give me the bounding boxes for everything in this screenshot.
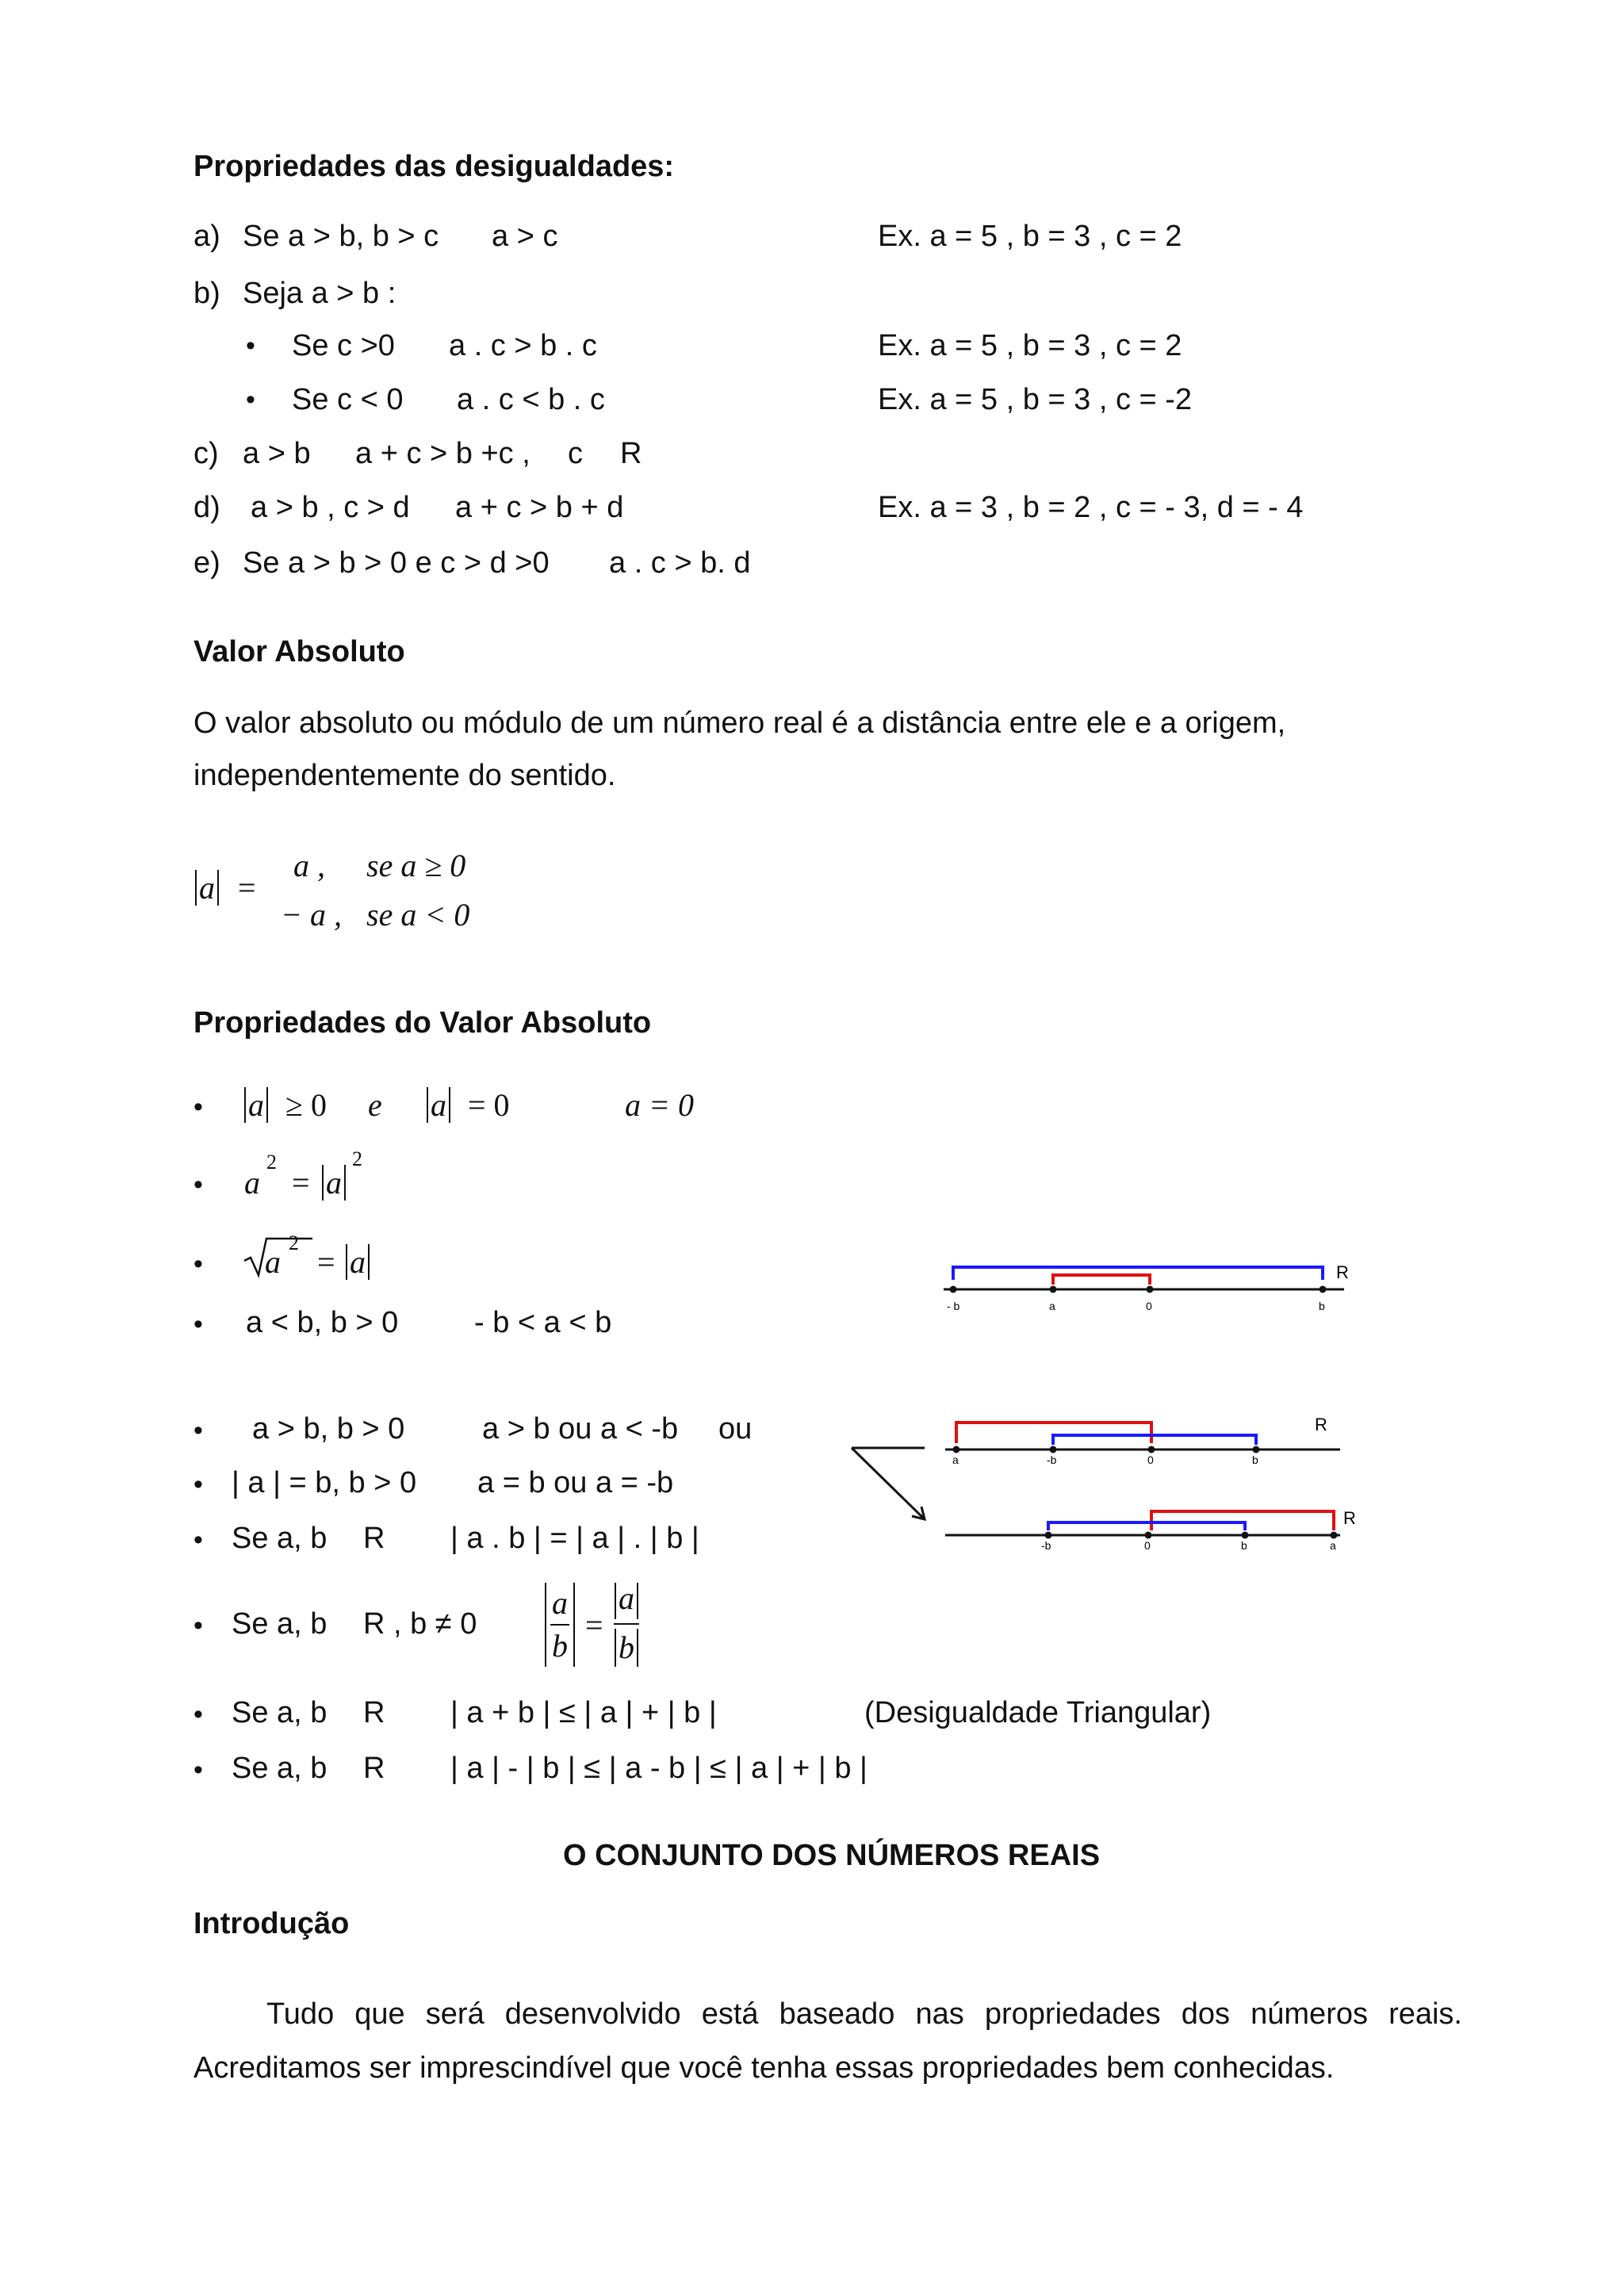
point: [1147, 1286, 1154, 1293]
bullet-dot: •: [193, 1469, 203, 1499]
tick-label: b: [1319, 1300, 1325, 1312]
section-heading-introduction: Introdução: [193, 1907, 350, 1940]
prop3-exp: 2: [289, 1231, 299, 1254]
point: [1242, 1532, 1249, 1539]
prop7-set: R: [363, 1522, 385, 1555]
tick-label: - b: [947, 1300, 960, 1312]
item-a-text: Se a > b, b > c: [243, 220, 439, 253]
prop5-tail: ou: [718, 1412, 753, 1446]
item-b1-example: Ex. a = 5 , b = 3 , c = 2: [878, 329, 1182, 362]
abs-def-lhs-var: a: [195, 870, 219, 906]
item-c-set: R: [620, 437, 642, 470]
bullet-dot: •: [193, 1309, 203, 1339]
item-b-text: Seja a > b :: [243, 277, 396, 310]
prop10-result: | a | - | b | ≤ | a - b | ≤ | a | + | b |: [450, 1752, 868, 1785]
abs-def-lhs: [195, 869, 219, 907]
prop3-abs: a: [346, 1243, 370, 1281]
point: [1253, 1446, 1260, 1453]
item-b2-example: Ex. a = 5 , b = 3 , c = -2: [878, 383, 1193, 416]
tick-label: a: [952, 1453, 959, 1466]
prop2-exp: 2: [266, 1151, 277, 1174]
prop1-result: a = 0: [625, 1087, 694, 1123]
item-b-label: b): [193, 277, 220, 310]
point: [1050, 1286, 1057, 1293]
intro-paragraph-line2: Acreditamos ser imprescindível que você tenha essas propriedades bem conhecidas.: [193, 2051, 1335, 2085]
abs-def-case2-condition: se a < 0: [366, 897, 470, 933]
abs-def-case1-value: a ,: [293, 848, 325, 883]
abs-value-paragraph-line1: O valor absoluto ou módulo de um número real é a distância entre ele e a origem,: [193, 707, 1286, 740]
prop1-rel2: = 0: [468, 1087, 510, 1123]
prop3-radicand: a: [265, 1244, 281, 1280]
bullet-dot: •: [193, 1525, 203, 1555]
prop8-eq: =: [585, 1607, 603, 1643]
prop5-text: a > b, b > 0: [252, 1412, 405, 1446]
prop10-set: R: [363, 1752, 385, 1785]
axis-label: R: [1315, 1415, 1327, 1434]
point: [1320, 1286, 1327, 1293]
point: [950, 1286, 957, 1293]
tick-label: a: [1049, 1300, 1055, 1312]
prop6-text: | a | = b, b > 0: [232, 1466, 417, 1499]
prop10-text: Se a, b: [232, 1752, 327, 1785]
axis-label: R: [1343, 1508, 1356, 1528]
item-a-label: a): [193, 220, 220, 253]
point: [1050, 1446, 1057, 1453]
section-heading-absolute-value: Valor Absoluto: [193, 635, 405, 668]
arrow-diagonal: [852, 1448, 925, 1519]
number-line-figures-2-3: [848, 1404, 1356, 1578]
prop6-result: a = b ou a = -b: [477, 1466, 674, 1499]
prop8-num: a: [552, 1585, 568, 1621]
bullet-dot: •: [246, 385, 255, 415]
prop8-den: b: [552, 1628, 568, 1664]
tick-label: -b: [1041, 1539, 1051, 1552]
prop2-exp2: 2: [352, 1147, 362, 1170]
chapter-title: O CONJUNTO DOS NÚMEROS REAIS: [563, 1839, 1101, 1872]
prop7-text: Se a, b: [232, 1522, 327, 1555]
item-d-text: a > b , c > d: [251, 491, 410, 524]
prop7-result: | a . b | = | a | . | b |: [450, 1522, 699, 1555]
section-heading-inequalities: Propriedades das desigualdades:: [193, 150, 675, 183]
bullet-dot: •: [193, 1610, 203, 1641]
prop9-text: Se a, b: [232, 1696, 327, 1729]
blue-interval: [1053, 1435, 1256, 1445]
item-b2-text: Se c < 0: [292, 383, 404, 416]
prop2-eq: =: [292, 1165, 310, 1201]
section-heading-abs-properties: Propriedades do Valor Absoluto: [193, 1006, 652, 1040]
tick-label: a: [1330, 1539, 1336, 1552]
prop8-den2: b: [619, 1630, 634, 1665]
prop9-set: R: [363, 1696, 385, 1729]
prop2-base: a: [244, 1165, 260, 1201]
number-line-figure-1: [936, 1245, 1411, 1324]
prop1-abs2: a: [427, 1086, 450, 1124]
tick-label: 0: [1147, 1453, 1154, 1466]
item-b1-text: Se c >0: [292, 329, 395, 362]
prop8-num2: a: [619, 1580, 634, 1616]
tick-label: 0: [1144, 1539, 1151, 1552]
item-e-text: Se a > b > 0 e c > d >0: [243, 546, 550, 580]
abs-def-eq: =: [238, 870, 256, 906]
prop2-abs: a: [322, 1164, 346, 1202]
bullet-dot: •: [193, 1092, 203, 1122]
item-d-label: d): [193, 491, 220, 524]
prop1-conj: e: [368, 1087, 382, 1123]
intro-paragraph-line1: Tudo que será desenvolvido está baseado nas propriedades dos números reais.: [266, 1997, 1462, 2031]
red-interval: [1053, 1275, 1150, 1285]
item-e-result: a . c > b. d: [609, 546, 751, 580]
blue-interval: [1048, 1522, 1245, 1530]
prop4-result: - b < a < b: [474, 1306, 612, 1339]
bullet-dot: •: [193, 1755, 203, 1785]
prop4-text: a < b, b > 0: [246, 1306, 399, 1339]
item-b2-result: a . c < b . c: [457, 383, 605, 416]
item-c-text: a > b: [243, 437, 311, 470]
abs-def-case1-condition: se a ≥ 0: [366, 848, 466, 883]
item-d-example: Ex. a = 3 , b = 2 , c = - 3, d = - 4: [878, 491, 1304, 524]
prop3-eq: =: [317, 1244, 335, 1280]
item-b1-result: a . c > b . c: [449, 329, 597, 362]
point: [1145, 1532, 1152, 1539]
prop1-rel: ≥ 0: [285, 1087, 327, 1123]
item-e-label: e): [193, 546, 220, 580]
point: [1045, 1532, 1052, 1539]
bullet-dot: •: [193, 1699, 203, 1729]
tick-label: b: [1252, 1453, 1258, 1466]
item-d-result: a + c > b + d: [455, 491, 624, 524]
prop9-result: | a + b | ≤ | a | + | b |: [450, 1696, 717, 1729]
bullet-dot: •: [193, 1415, 203, 1446]
prop8-set: R , b ≠ 0: [363, 1607, 477, 1641]
item-a-example: Ex. a = 5 , b = 3 , c = 2: [878, 220, 1182, 253]
item-c-tail: c: [568, 437, 583, 470]
abs-def-case2-value: − a ,: [281, 897, 342, 933]
prop1-abs: a: [244, 1086, 268, 1124]
bullet-dot: •: [193, 1170, 203, 1200]
tick-label: b: [1241, 1539, 1247, 1552]
point: [953, 1446, 960, 1453]
item-c-label: c): [193, 437, 219, 470]
axis-label: R: [1336, 1262, 1349, 1282]
prop5-result: a > b ou a < -b: [482, 1412, 679, 1446]
prop8-fraction: [542, 1580, 645, 1670]
abs-value-paragraph-line2: independentemente do sentido.: [193, 759, 616, 792]
prop9-note: (Desigualdade Triangular): [864, 1696, 1212, 1729]
prop4-abs-bars: [241, 1305, 289, 1342]
bullet-dot: •: [193, 1249, 203, 1279]
bullet-dot: •: [246, 331, 255, 361]
point: [1148, 1446, 1155, 1453]
prop8-text: Se a, b: [232, 1607, 327, 1641]
tick-label: -b: [1047, 1453, 1057, 1466]
item-c-result: a + c > b +c ,: [355, 437, 530, 470]
tick-label: 0: [1146, 1300, 1152, 1312]
point: [1331, 1532, 1338, 1539]
item-a-result: a > c: [492, 220, 558, 253]
